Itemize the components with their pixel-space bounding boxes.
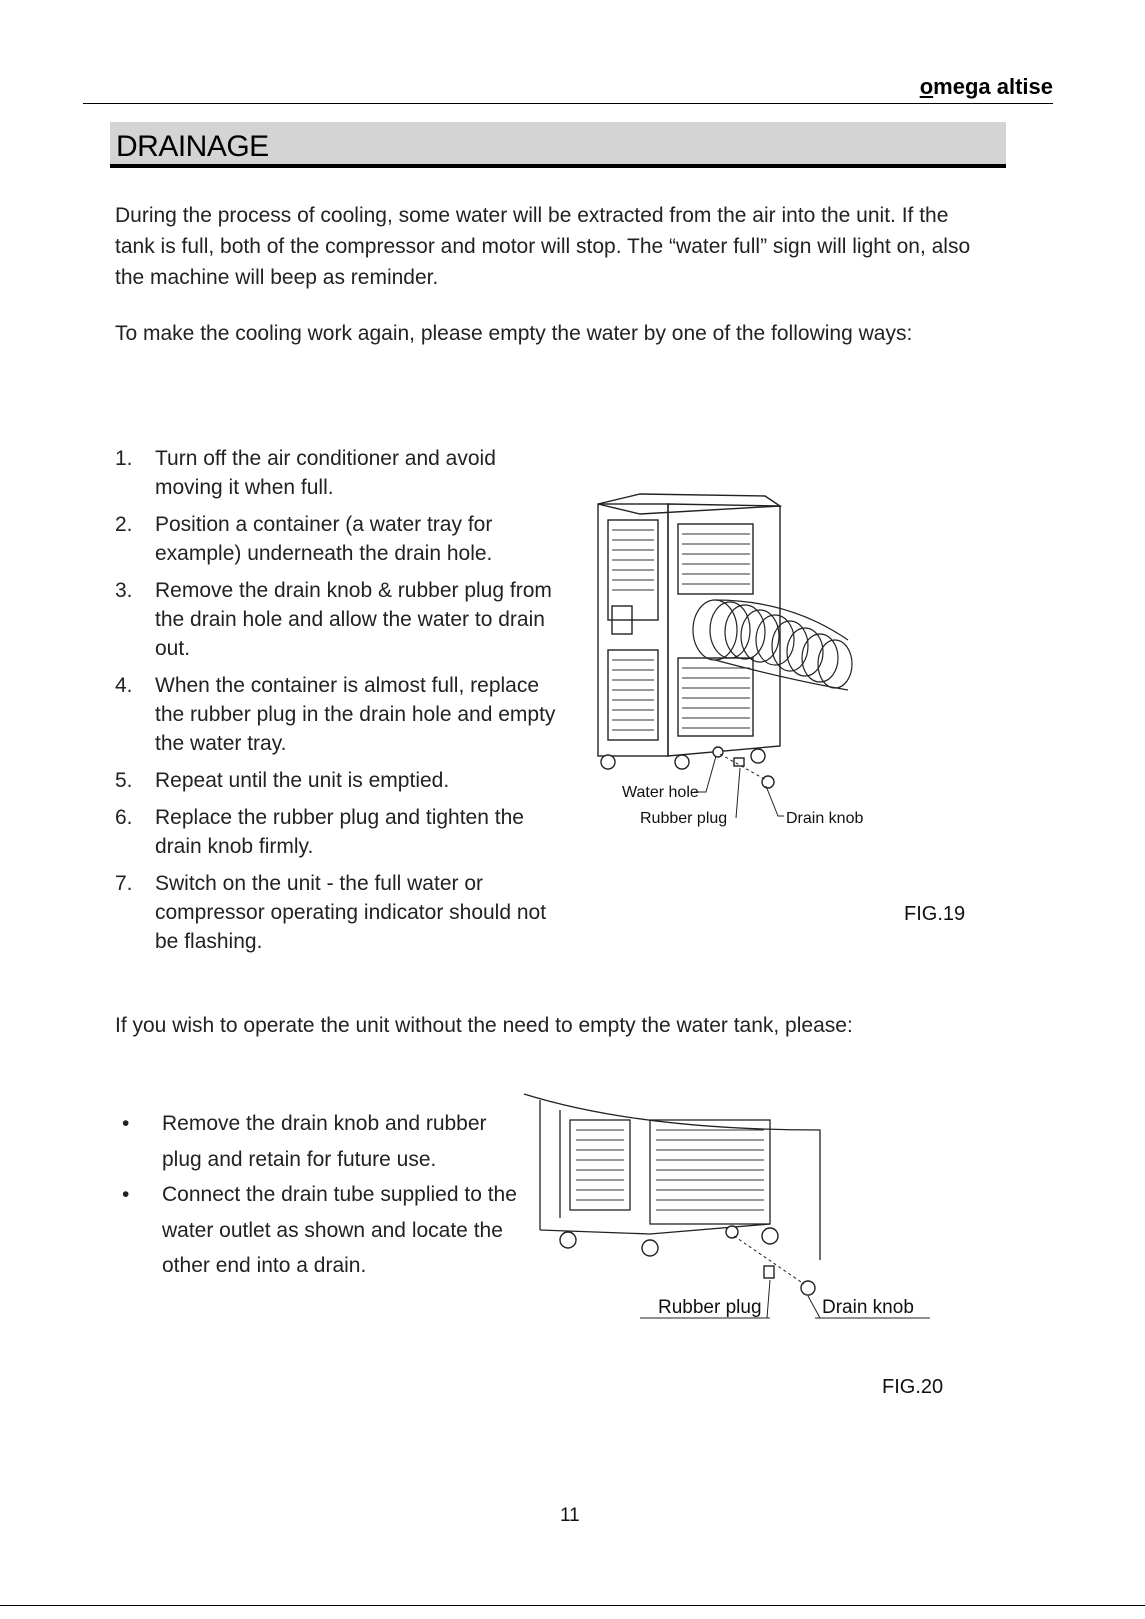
fig19-illustration — [590, 490, 890, 850]
step-item: 3. Remove the drain knob & rubber plug from the drain hole and allow the water to drain out. — [115, 579, 552, 660]
intro-line-1: During the process of cooling, some water will be extracted from the air into the unit. If the — [115, 204, 949, 227]
continuous-drainage-list — [118, 1106, 528, 1284]
brand-name: mega altise — [933, 74, 1053, 99]
intro-line-3: the machine will beep as reminder. — [115, 266, 439, 289]
intro-paragraph — [115, 200, 1075, 293]
drain-steps-list — [115, 444, 565, 964]
header-rule — [83, 103, 1053, 104]
footer-rule — [0, 1605, 1145, 1606]
section-title: DRAINAGE — [116, 130, 269, 163]
step-item: 5. Repeat until the unit is emptied. — [115, 769, 450, 792]
drain-knob-callout: Drain knob — [786, 810, 864, 827]
step-item: 7. Switch on the unit - the full water or compressor operating indicator should not be flashing. — [115, 872, 547, 953]
fig20-label: FIG.20 — [882, 1376, 944, 1398]
continuous-drainage-intro: If you wish to operate the unit without the need to empty the water tank, please: — [115, 1014, 853, 1037]
water-hole-callout: Water hole — [622, 784, 699, 801]
step-item: 6. Replace the rubber plug and tighten the drain knob firmly. — [115, 806, 524, 858]
step-item: 1. Turn off the air conditioner and avoid moving it when full. — [115, 447, 496, 499]
intro-line-2: tank is full, both of the compressor and motor will stop. The “water full” sign will light on, also — [115, 235, 971, 258]
step-item: 2. Position a container (a water tray for example) underneath the drain hole. — [115, 513, 493, 565]
rubber-plug-callout: Rubber plug — [658, 1297, 762, 1318]
bullet-item: • Connect the drain tube supplied to the water outlet as shown and locate the other end into a drain. — [122, 1183, 517, 1277]
drain-knob-callout: Drain knob — [822, 1297, 914, 1318]
page-number: 11 — [560, 1505, 580, 1526]
brand-initial: o — [919, 74, 934, 99]
section-heading-bar — [110, 122, 1006, 168]
fig20-illustration — [520, 1090, 940, 1320]
ways-paragraph: To make the cooling work again, please empty the water by one of the following ways: — [115, 322, 913, 345]
bullet-item: • Remove the drain knob and rubber plug and retain for future use. — [122, 1112, 487, 1171]
step-item: 4. When the container is almost full, replace the rubber plug in the drain hole and empty the water tray. — [115, 674, 556, 755]
fig19-label: FIG.19 — [904, 903, 966, 925]
brand-logo — [920, 74, 1053, 100]
rubber-plug-callout: Rubber plug — [640, 810, 728, 827]
